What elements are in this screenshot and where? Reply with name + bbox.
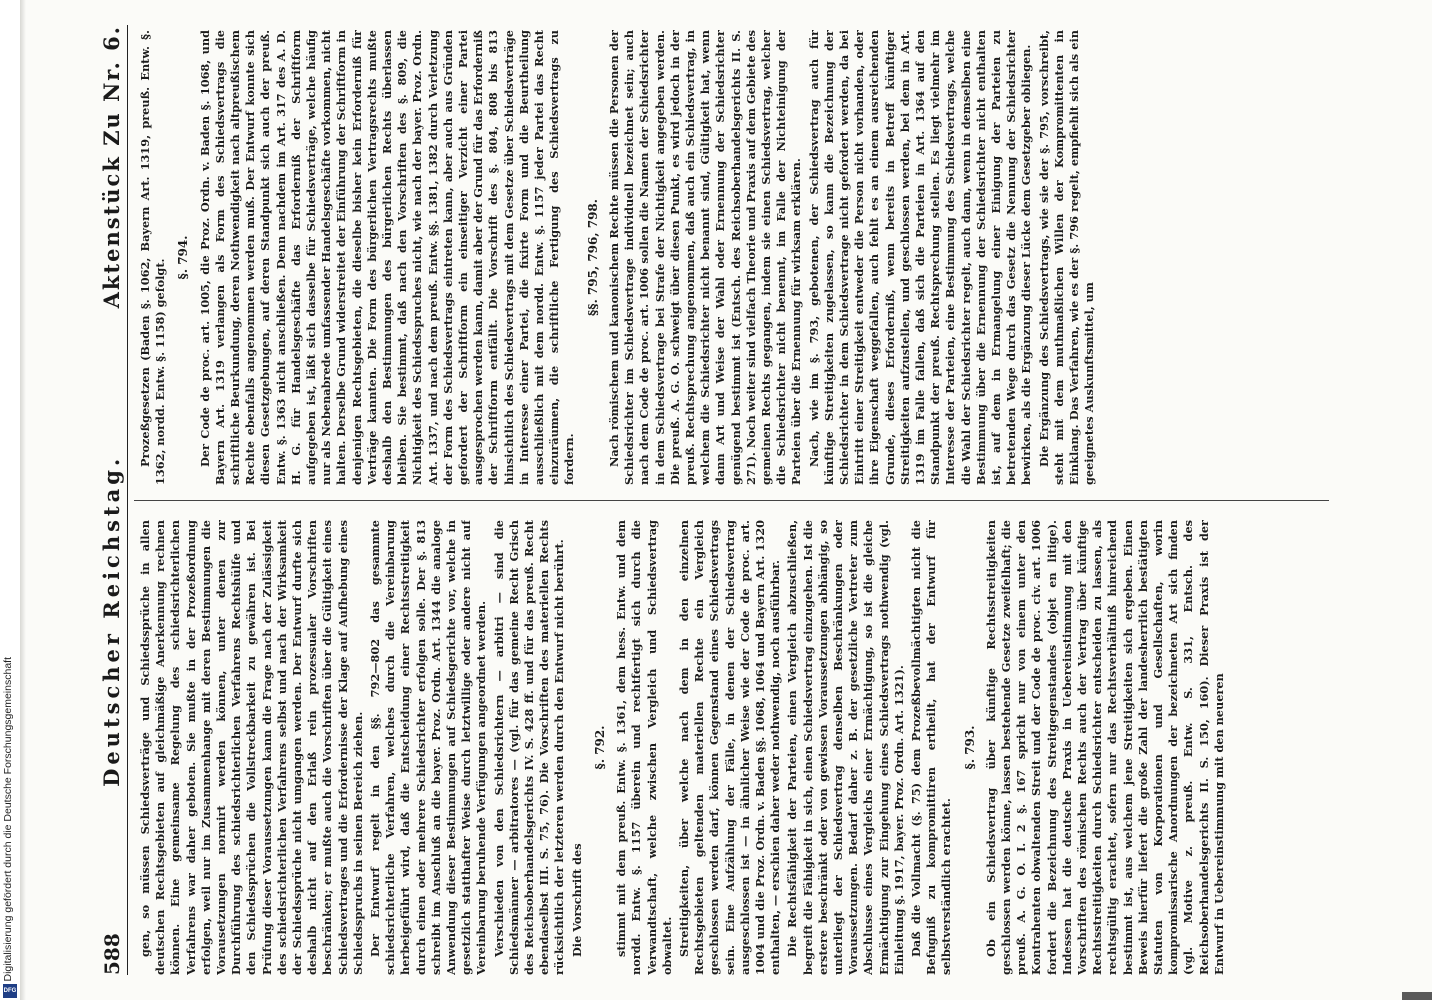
digitization-note: Digitalisierung gefördert durch die Deutsche Forschungsgemeinschaft [2, 657, 14, 982]
section-heading: §. 794. [176, 235, 191, 280]
paragraph: Die Rechtsfähigkeit der Parteien, einen Vergleich abzuschließen, begreift die Fähigkeit in sich, einen Schiedsvertrag einzugehen. Ist die erstere beschränkt oder von gewissen Voraussetzungen abhängig, so unterliegt der Schiedsvertrag denselben Beschränkungen oder Voraussetzungen. Bedarf daher z. B. der gesetzliche Vertreter zum Abschlusse eines Vergleichs einer Ermächtigung, so ist die gleiche Ermächtigung zur Eingehung eines Schiedsvertrags nothwendig (vgl. Einleitung §. 1917, bayer. Proz. Ordn. Art. 1321). [785, 520, 906, 975]
column-divider [134, 500, 1329, 501]
page-number: 588 [100, 933, 124, 975]
page-edge-shadow [20, 0, 26, 1000]
paragraph: Verschieden von den Schiedsrichtern — arbitri — sind die Schiedsmänner — arbitratores — (vgl. für das gemeine Recht Grisch des Reichsoberhandelsgerichts IV. S. 428 ff. und für das preuß. Recht ebendaselbst III. S. 75, 76). Die Vorschriften des materiellen Rechts rücksichtlich der letzteren werden durch den Entwurf nicht berührt. [491, 520, 567, 975]
section-heading: §. 792. [592, 725, 607, 770]
rotated-page-content [76, 5, 1356, 995]
dfg-logo: DFG [3, 984, 17, 998]
right-column [138, 30, 1328, 485]
paragraph: stimmt mit dem preuß. Entw. §. 1361, dem hess. Entw. und dem nordd. Entw. §. 1157 überein und rechtfertigt sich durch die Verwandtschaft, welche zwischen Vergleich und Schiedsvertrag obwaltet. [614, 520, 674, 975]
page-title: Deutscher Reichstag. [99, 454, 124, 787]
paragraph: Ob ein Schiedsvertrag über künftige Rechtsstreitigkeiten geschlossen werden könne, lassen bestehende Gesetze zweifelhaft; die preuß. A. G. O. I. 2 §. 167 spricht nur von einem unter den Kontrahenten obwaltenden Streit und der Code de proc. civ. art. 1006 fordert die Bezeichnung des Streitgegenstandes (objet en litige). Indessen hat die deutsche Praxis in Uebereinstimmung mit den Vorschriften des römischen Rechts auch der Vertrag über künftige Rechtsstreitigkeiten durch Schiedsrichter entscheiden zu lassen, als rechtsgültig erachtet, sofern nur das Rechtsverhältniß hinreichend bestimmt ist, aus welchem jene Streitigkeiten sich ergeben. Einen Beweis hierfür liefert die große Zahl der landesherrlich bestätigten Statuten von Korporationen und Gesellschaften, worin kompromissarische Anordnungen der bezeichneten Art sich finden (vgl. Motive z. preuß. Entw. S. 331, Entsch. des Reichsoberhandelsgerichts II. S. 150, 160). Dieser Praxis ist der Entwurf in Uebereinstimmung mit den neueren [983, 520, 1226, 975]
scan-edge-artifact [1402, 992, 1432, 1000]
document-reference: Aktenstück Zu Nr. 6. [99, 25, 124, 309]
section-heading: §§. 795, 796, 798. [585, 199, 600, 316]
paragraph: gen, so müssen Schiedsverträge und Schiedssprüche in allen deutschen Rechtsgebieten auf gleichmäßige Anerkennung rechnen können. Eine gemeinsame Regelung des schiedsrichterlichen Verfahrens war daher geboten. Sie mußte in der Prozeßordnung erfolgen, weil nur im Zusammenhange mit deren Bestimmungen die Vorausetzungen normirt werden können, unter denen zur Durchführung des schiedsrichterlichen Verfahrens Rechtshülfe und den Schiedssprüchen die Vollstreckbarkeit zu gewähren ist. Bei Prüfung dieser Voraussetzungen kann die Frage nach der Zulässigkeit des schiedsrichterlichen Verfahrens selbst und nach der Wirksamkeit der Schiedssprüche nicht umgangen werden. Der Entwurf durfte sich deshalb nicht auf den Erlaß rein prozessualer Vorschriften beschränken; er mußte auch die Vorschriften über die Gültigkeit eines Schiedsvertrages und die Erfordernisse der Klage auf Aufhebung eines Schiedsspruchs in seinen Bereich ziehen. [138, 520, 365, 975]
paragraph: Nach römischem und kanonischem Rechte müssen die Personen der Schiedsrichter im Schiedsvertrage individuell bezeichnet sein; auch nach dem Code de proc. art. 1006 sollen die Namen der Schiedsrichter in dem Schiedsvertrage bei Strafe der Nichtigkeit angegeben werden. Die preuß. A. G. O. schweigt über diesen Punkt, es wird jedoch in der preuß. Rechtsprechung angenommen, daß auch ein Schiedsvertrag, in welchem die Schiedsrichter nicht benannt sind, Gültigkeit hat, wenn dann Art und Weise der Wahl oder Ernennung der Schiedsrichter genügend bestimmt ist (Entsch. des Reichsoberhandelsgerichts II. S. 271). Noch weiter sind vielfach Theorie und Praxis auf dem Gebiete des gemeinen Rechts gegangen, indem sie einen Schiedsvertrag, welcher die Schiedsrichter nicht benennt, im Falle der Nichteinigung der Parteien über die Ernennung für wirksam erklären. [606, 30, 804, 485]
paragraph: Daß die Vollmacht (§. 75) dem Prozeßbevollmächtigten nicht die Befugniß zu kompromittiren ertheilt, hat der Entwurf für selbstverständlich erachtet. [908, 520, 954, 975]
paragraph: Streitigkeiten, über welche nach dem in den einzelnen Rechtsgebieten geltenden materiellen Rechte ein Vergleich geschlossen werden darf, können Gegenstand eines Schiedsvertrags sein. Eine Aufzählung der Fälle, in denen der Schiedsvertrag ausgeschlossen ist — in ähnlicher Weise wie der Code de proc. art. 1004 und die Proz. Ordn. v. Baden §§. 1068, 1064 und Bayern Art. 1320 enthalten, — erschien daher weder nothwendig, noch ausführbar. [676, 520, 783, 975]
page-header [94, 25, 128, 975]
paragraph: Der Entwurf regelt in den §§. 792—802 das gesammte schiedsrichterliche Verfahren, welches durch die Vereinbarung herbeigeführt wird, daß die Entscheidung einer Rechtsstreitigkeit durch einen oder mehrere Schiedsrichter erfolgen solle. Der §. 813 schreibt im Anschluß an die bayer. Proz. Ordn. Art. 1344 die analoge Anwendung dieser Bestimmungen auf Schiedsgerichte vor, welche in gesetzlich statthafter Weise durch letztwillige oder andere nicht auf Vereinbarung beruhende Verfügungen angeordnet werden. [368, 520, 489, 975]
paragraph: Die Vorschrift des [569, 843, 584, 957]
paragraph: Die Ergänzung des Schiedsvertrags, wie sie der §. 795, vorschreibt, steht mit dem muthmaßlichen Willen der Kompromittenten in Einklang. Das Verfahren, wie es der §. 796 regelt, empfiehlt sich als ein geeignetes Auskunftsmittel, um [1036, 30, 1097, 485]
digitization-sidebar [0, 0, 20, 1000]
paragraph: Der Code de proc. art. 1005, die Proz. Ordn. v. Baden §. 1068, und Bayern Art. 1319 verlangen als Form des Schiedsvertrags die schriftliche Beurkundung, deren Nothwendigkeit nach altpreußischem Rechte ebenfalls angenommen werden muß. Der Entwurf konnte sich diesen Gesetzgebungen, auf deren Standpunkt sich auch der preuß. Entw. §. 1363 nicht anschließen. Denn nachdem im Art. 317 des A. D. H. G. für Handelsgeschäfte das Erforderniß der Schriftform aufgegeben ist, läßt sich dasselbe für Schiedsverträge, welche häufig nur als Nebenabrede umfassender Handelsgeschäfte vorkommen, nicht halten. Derselbe Grund widerstreitet der Einführung der Schriftform in denjenigen Rechtsgebieten, die dieselbe bisher kein Erforderniß für Verträge kannten. Die Form des bürgerlichen Vertragsrechts mußte deshalb den Bestimmungen des bürgerlichen Rechts überlassen bleiben. Sie bestimmt, daß nach den Vorschriften des §. 809, die Nichtigkeit des Schiedsspruches nicht, wie nach der bayer. Proz. Ordn. Art. 1337, und nach dem preuß. Entw. §§. 1381, 1382 durch Verletzung der Form des Schiedsvertrags eintreten kann, aber auch aus Gründen gefordert der Schriftform ein einseitiger Verzicht einer Partei ausgesprochen werden kann, damit aber der Grund für das Erforderniß der Schriftform entfällt. Die Vorschrift des §. 804, 808 bis 813 hinsichtlich des Schiedsvertrags mit dem Gesetze über Schiedsverträge in Interesse einer Partei, die fixirte Form und die Beurtheilung ausschließlich mit dem nordd. Entw. §. 1157 jeder Partei das Recht einzuräumen, die schriftliche Fertigung des Schiedsvertrags zu fordern. [197, 30, 577, 485]
section-heading: §. 793. [962, 725, 977, 770]
paragraph: Prozeßgesetzen (Baden §. 1062, Bayern Art. 1319, preuß. Entw. §. 1362, nordd. Entw. §. 1158) gefolgt. [138, 30, 168, 485]
paragraph: Nach, wie im §. 793, gebotenen, der Schiedsvertrag auch für künftige Streitigkeiten zugelassen, so kann die Bezeichnung der Schiedsrichter in dem Schiedsvertrage nicht gefordert werden, da bei Eintritt einer Streitigkeit entweder die Person nicht vorhanden, oder ihre Eigenschaft weggefallen, auch fehlt es an einem ausreichenden Grunde, dieses Erforderniß, wenn bereits in Betreff künftiger Streitigkeiten aufzustellen, und geschlossen werden, bei dem in Art. 1319 im Falle fallen, daß sich die Parteien in Art. 1364 auf den Standpunkt der preuß. Rechtsprechung stellen. Es liegt vielmehr im Interesse der Parteien, eine Bestimmung des Schiedsvertrags, welche die Wahl der Schiedsrichter regelt, auch dann, wenn in demselben eine Bestimmung über die Ernennung der Schiedsrichter nicht enthalten ist, auf dem in Ermangelung einer Einigung der Parteien zu betretenden Wege durch das Gesetz die Nennung der Schiedsrichter bewirken, als die Ergänzung dieser Lücke dem Gesetzgeber obliegen. [806, 30, 1034, 485]
left-column [138, 520, 1328, 975]
